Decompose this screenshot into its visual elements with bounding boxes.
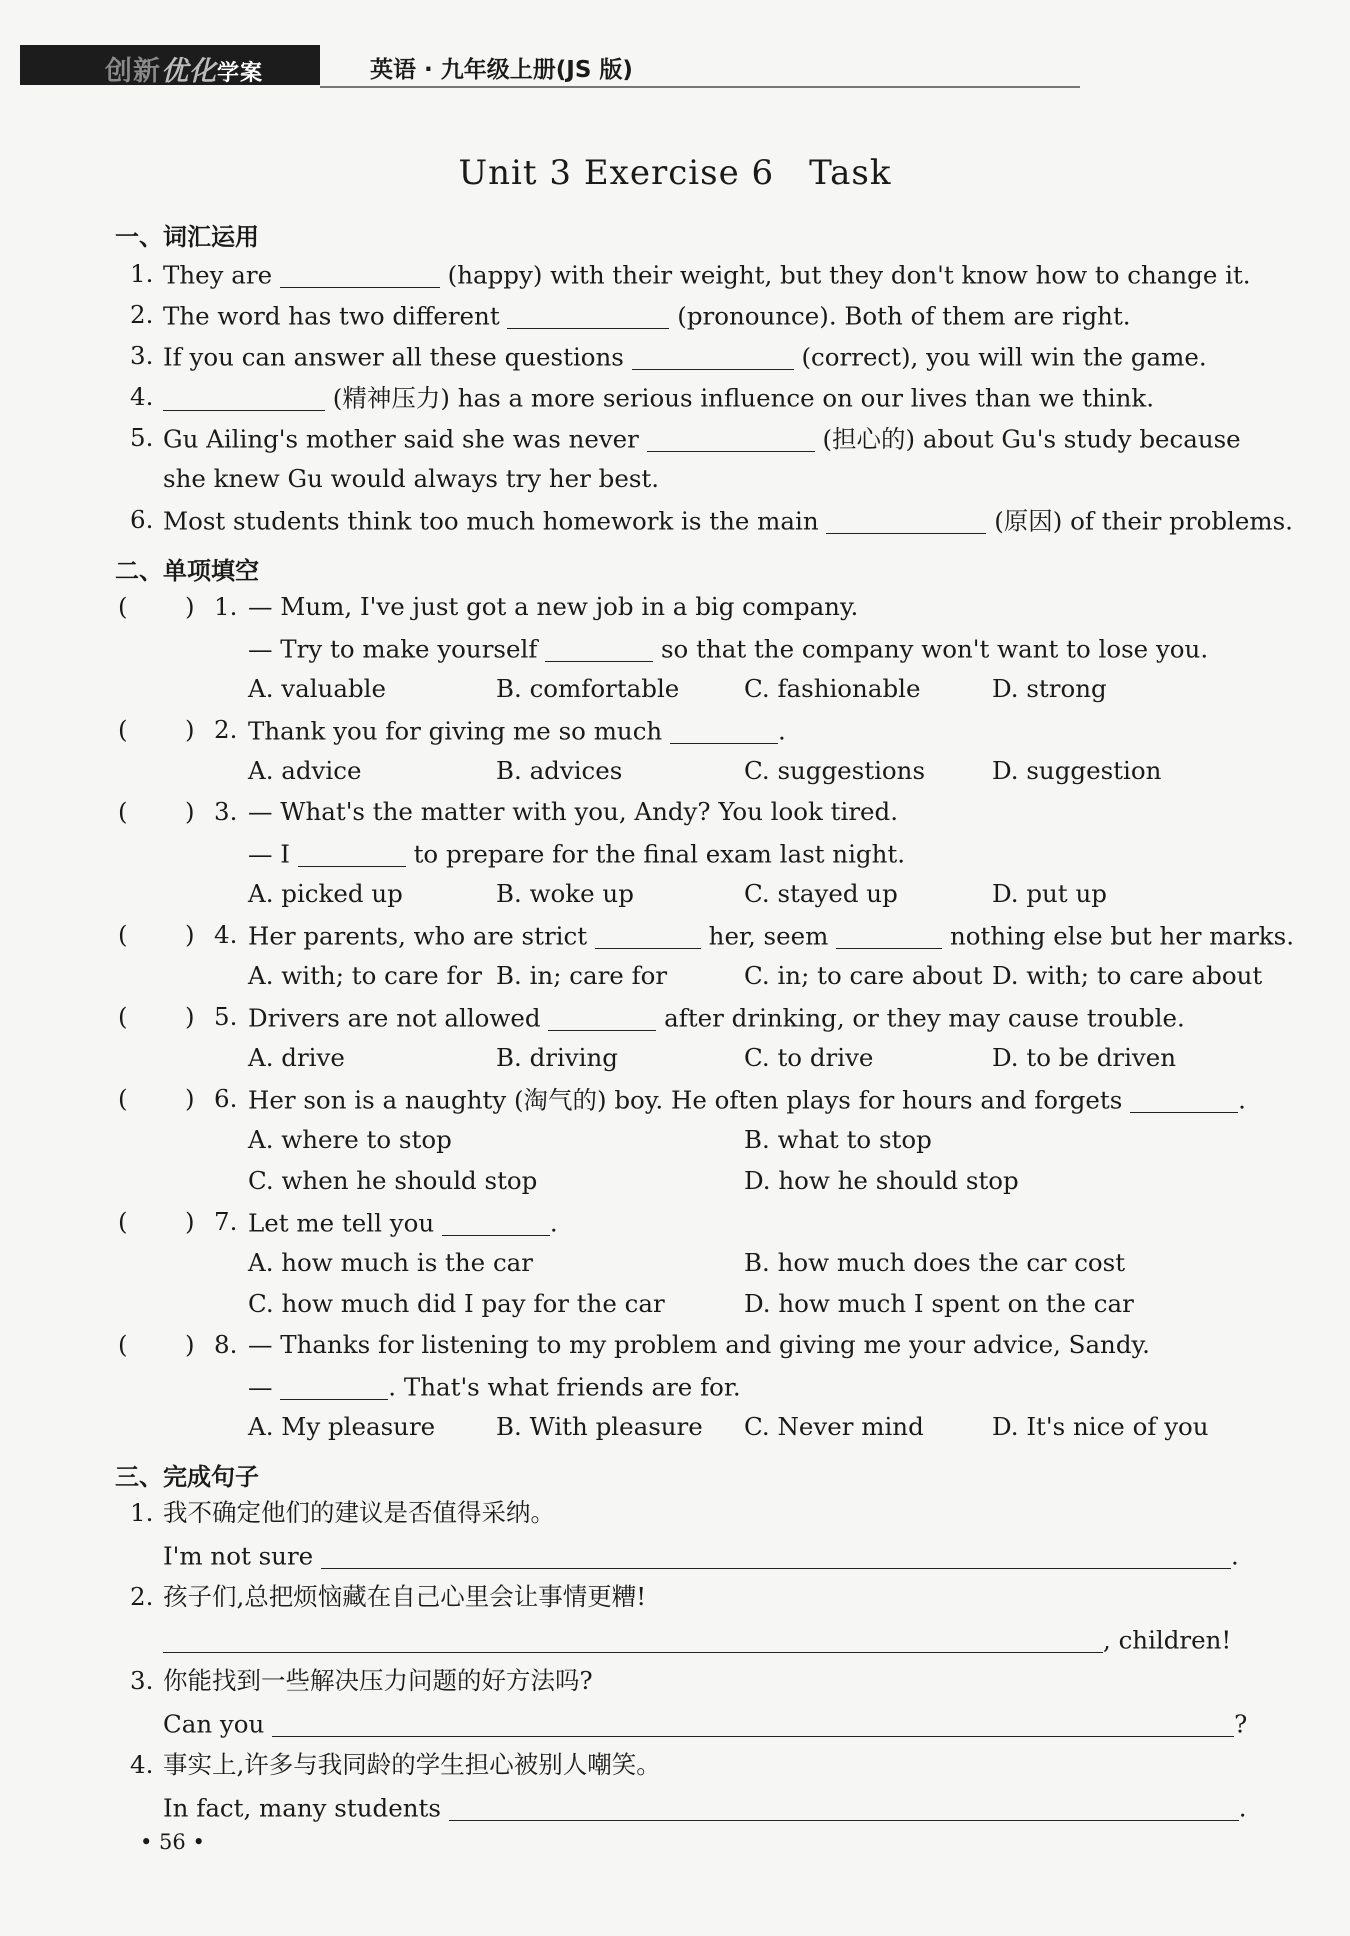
mc-1-line-2-a: — Try to make yourself bbox=[248, 634, 538, 664]
section-heading-vocabulary: 一、词汇运用 bbox=[115, 223, 259, 251]
vocab-6 bbox=[163, 508, 1293, 534]
mc-8-line-2-a: — bbox=[248, 1372, 273, 1402]
mc-2-option-c[interactable]: C. suggestions bbox=[744, 756, 926, 785]
mc-8-line-1: — Thanks for listening to my problem and giving me your advice, Sandy. bbox=[248, 1330, 1150, 1359]
vocab-2-text-b: (pronounce). Both of them are right. bbox=[677, 301, 1131, 331]
mc-4-number: 4. bbox=[214, 920, 238, 949]
answer-paren-close-3: ) bbox=[185, 797, 195, 826]
answer-paren-3[interactable]: ( bbox=[118, 797, 128, 826]
vocab-4-text-b: (精神压力) has a more serious influence on our lives than we think. bbox=[332, 383, 1155, 413]
mc-7-text-a: Let me tell you bbox=[248, 1208, 435, 1238]
sentence-4-prefix: In fact, many students bbox=[163, 1793, 441, 1823]
vocab-3 bbox=[163, 344, 1207, 370]
vocab-2-text-a: The word has two different bbox=[163, 301, 500, 331]
brand-part-1: 创新 bbox=[105, 56, 161, 87]
mc-6-option-b[interactable]: B. what to stop bbox=[744, 1125, 932, 1154]
vocab-3-blank[interactable] bbox=[632, 344, 794, 370]
mc-6-option-a[interactable]: A. where to stop bbox=[248, 1125, 452, 1154]
vocab-4-blank[interactable] bbox=[163, 385, 325, 411]
vocab-2-blank[interactable] bbox=[507, 303, 669, 329]
mc-4-text-c: nothing else but her marks. bbox=[949, 921, 1295, 951]
mc-8-blank[interactable] bbox=[280, 1374, 388, 1400]
mc-1-blank[interactable] bbox=[545, 636, 653, 662]
sentence-4-chinese: 事实上,许多与我同龄的学生担心被别人嘲笑。 bbox=[163, 1750, 661, 1779]
mc-3-line-2-a: — I bbox=[248, 839, 290, 869]
sentence-1-chinese: 我不确定他们的建议是否值得采纳。 bbox=[163, 1498, 555, 1527]
vocab-6-blank[interactable] bbox=[826, 508, 986, 534]
vocab-4-number: 4. bbox=[130, 382, 154, 411]
mc-3-line-2-b: to prepare for the final exam last night. bbox=[413, 839, 906, 869]
mc-4-line-1 bbox=[248, 923, 1294, 949]
sentence-1-prefix: I'm not sure bbox=[163, 1541, 314, 1571]
answer-paren-6[interactable]: ( bbox=[118, 1084, 128, 1113]
mc-6-blank[interactable] bbox=[1130, 1087, 1238, 1113]
mc-4-option-d[interactable]: D. with; to care about bbox=[992, 961, 1263, 990]
sentence-2-chinese: 孩子们,总把烦恼藏在自己心里会让事情更糟! bbox=[163, 1582, 647, 1611]
vocab-6-text-a: Most students think too much homework is the main bbox=[163, 506, 819, 536]
mc-5-option-c[interactable]: C. to drive bbox=[744, 1043, 874, 1072]
mc-7-blank[interactable] bbox=[442, 1210, 550, 1236]
mc-2-option-a[interactable]: A. advice bbox=[248, 756, 362, 785]
sentence-1-number: 1. bbox=[130, 1498, 154, 1527]
mc-8-option-a[interactable]: A. My pleasure bbox=[248, 1412, 436, 1441]
mc-4-option-b[interactable]: B. in; care for bbox=[496, 961, 668, 990]
vocab-3-number: 3. bbox=[130, 341, 154, 370]
mc-1-number: 1. bbox=[214, 592, 238, 621]
mc-3-line-1: — What's the matter with you, Andy? You look tired. bbox=[248, 797, 899, 826]
mc-8-option-b[interactable]: B. With pleasure bbox=[496, 1412, 703, 1441]
sentence-3-chinese: 你能找到一些解决压力问题的好方法吗? bbox=[163, 1666, 593, 1695]
vocab-1-blank[interactable] bbox=[280, 262, 440, 288]
mc-1-option-d[interactable]: D. strong bbox=[992, 674, 1107, 703]
mc-7-text-b: . bbox=[549, 1208, 558, 1238]
answer-paren-close-5: ) bbox=[185, 1002, 195, 1031]
mc-8-line-2 bbox=[248, 1374, 741, 1400]
vocab-5 bbox=[163, 426, 1241, 452]
brand-part-2: 优化 bbox=[161, 56, 217, 87]
mc-2-text-a: Thank you for giving me so much bbox=[248, 716, 663, 746]
mc-4-option-a[interactable]: A. with; to care for bbox=[248, 961, 482, 990]
mc-6-line-1 bbox=[248, 1087, 1246, 1113]
mc-8-number: 8. bbox=[214, 1330, 238, 1359]
mc-7-number: 7. bbox=[214, 1207, 238, 1236]
answer-paren-5[interactable]: ( bbox=[118, 1002, 128, 1031]
brand-part-3: 学案 bbox=[217, 61, 264, 86]
brand-logo bbox=[105, 49, 263, 88]
answer-paren-4[interactable]: ( bbox=[118, 920, 128, 949]
mc-6-number: 6. bbox=[214, 1084, 238, 1113]
section-heading-complete-sentences: 三、完成句子 bbox=[115, 1463, 259, 1491]
sentence-2-blank[interactable] bbox=[163, 1627, 1103, 1653]
answer-paren-8[interactable]: ( bbox=[118, 1330, 128, 1359]
answer-paren-7[interactable]: ( bbox=[118, 1207, 128, 1236]
mc-6-option-c[interactable]: C. when he should stop bbox=[248, 1166, 538, 1195]
mc-1-option-c[interactable]: C. fashionable bbox=[744, 674, 921, 703]
vocab-2 bbox=[163, 303, 1131, 329]
mc-2-line-1 bbox=[248, 718, 786, 744]
vocab-1-text-a: They are bbox=[163, 260, 273, 290]
mc-5-option-d[interactable]: D. to be driven bbox=[992, 1043, 1177, 1072]
sentence-1-blank[interactable] bbox=[321, 1543, 1231, 1569]
mc-4-text-a: Her parents, who are strict bbox=[248, 921, 588, 951]
mc-2-option-d[interactable]: D. suggestion bbox=[992, 756, 1162, 785]
mc-5-text-a: Drivers are not allowed bbox=[248, 1003, 541, 1033]
mc-5-number: 5. bbox=[214, 1002, 238, 1031]
sentence-1-suffix: . bbox=[1230, 1541, 1239, 1571]
answer-paren-close-4: ) bbox=[185, 920, 195, 949]
vocab-5-blank[interactable] bbox=[647, 426, 815, 452]
sentence-3-number: 3. bbox=[130, 1666, 154, 1695]
vocab-4 bbox=[163, 385, 1154, 411]
mc-3-blank[interactable] bbox=[298, 841, 406, 867]
vocab-6-number: 6. bbox=[130, 505, 154, 534]
mc-1-line-2-b: so that the company won't want to lose you. bbox=[660, 634, 1209, 664]
vocab-6-text-b: (原因) of their problems. bbox=[994, 506, 1293, 536]
mc-1-line-1: — Mum, I've just got a new job in a big company. bbox=[248, 592, 859, 621]
mc-5-option-b[interactable]: B. driving bbox=[496, 1043, 618, 1072]
vocab-1-number: 1. bbox=[130, 259, 154, 288]
vocab-5-number: 5. bbox=[130, 423, 154, 452]
mc-6-text-b: . bbox=[1238, 1085, 1246, 1115]
mc-2-blank[interactable] bbox=[670, 718, 778, 744]
answer-paren-close-1: ) bbox=[185, 592, 195, 621]
vocab-1-text-b: (happy) with their weight, but they don't know how to change it. bbox=[447, 260, 1251, 290]
sentence-3-english bbox=[163, 1711, 1247, 1737]
page-number: • 56 • bbox=[140, 1830, 205, 1854]
mc-6-text-a: Her son is a naughty (淘气的) boy. He often plays for hours and forgets bbox=[248, 1085, 1123, 1115]
answer-paren-close-8: ) bbox=[185, 1330, 195, 1359]
mc-3-option-a[interactable]: A. picked up bbox=[248, 879, 403, 908]
mc-8-option-c[interactable]: C. Never mind bbox=[744, 1412, 924, 1441]
mc-3-option-b[interactable]: B. woke up bbox=[496, 879, 634, 908]
mc-5-line-1 bbox=[248, 1005, 1185, 1031]
book-title: 英语 · 九年级上册(JS 版) bbox=[370, 57, 633, 83]
mc-4-text-b: her, seem bbox=[708, 921, 829, 951]
answer-paren-close-6: ) bbox=[185, 1084, 195, 1113]
sentence-3-blank[interactable] bbox=[272, 1711, 1234, 1737]
mc-3-option-d[interactable]: D. put up bbox=[992, 879, 1107, 908]
mc-2-text-b: . bbox=[778, 716, 786, 746]
mc-7-option-c[interactable]: C. how much did I pay for the car bbox=[248, 1289, 665, 1318]
sentence-4-suffix: . bbox=[1238, 1793, 1247, 1823]
mc-8-line-2-b: . That's what friends are for. bbox=[388, 1372, 741, 1402]
mc-6-option-d[interactable]: D. how he should stop bbox=[744, 1166, 1019, 1195]
mc-3-number: 3. bbox=[214, 797, 238, 826]
sentence-4-english bbox=[163, 1795, 1246, 1821]
vocab-3-text-a: If you can answer all these questions bbox=[163, 342, 624, 372]
sentence-4-number: 4. bbox=[130, 1750, 154, 1779]
mc-2-number: 2. bbox=[214, 715, 238, 744]
vocab-2-number: 2. bbox=[130, 300, 154, 329]
sentence-2-number: 2. bbox=[130, 1582, 154, 1611]
mc-5-text-b: after drinking, or they may cause trouble. bbox=[664, 1003, 1185, 1033]
answer-paren-1[interactable]: ( bbox=[118, 592, 128, 621]
mc-8-option-d[interactable]: D. It's nice of you bbox=[992, 1412, 1209, 1441]
mc-7-option-d[interactable]: D. how much I spent on the car bbox=[744, 1289, 1134, 1318]
answer-paren-close-7: ) bbox=[185, 1207, 195, 1236]
vocab-5-continued: she knew Gu would always try her best. bbox=[163, 464, 660, 493]
sentence-1-english bbox=[163, 1543, 1239, 1569]
sentence-2-suffix: , children! bbox=[1103, 1625, 1232, 1655]
answer-paren-2[interactable]: ( bbox=[118, 715, 128, 744]
mc-7-option-b[interactable]: B. how much does the car cost bbox=[744, 1248, 1126, 1277]
vocab-5-text-b: (担心的) about Gu's study because bbox=[822, 424, 1241, 454]
vocab-5-text-a: Gu Ailing's mother said she was never bbox=[163, 424, 639, 454]
section-heading-multiple-choice: 二、单项填空 bbox=[115, 557, 259, 585]
mc-3-line-2 bbox=[248, 841, 905, 867]
vocab-1 bbox=[163, 262, 1251, 288]
sentence-3-prefix: Can you bbox=[163, 1709, 265, 1739]
answer-paren-close-2: ) bbox=[185, 715, 195, 744]
mc-4-blank-1[interactable] bbox=[595, 923, 701, 949]
mc-1-option-b[interactable]: B. comfortable bbox=[496, 674, 680, 703]
mc-4-blank-2[interactable] bbox=[836, 923, 942, 949]
mc-2-option-b[interactable]: B. advices bbox=[496, 756, 623, 785]
sentence-2-english bbox=[163, 1627, 1231, 1653]
mc-7-option-a[interactable]: A. how much is the car bbox=[248, 1248, 534, 1277]
mc-1-line-2 bbox=[248, 636, 1208, 662]
mc-4-option-c[interactable]: C. in; to care about bbox=[744, 961, 983, 990]
mc-3-option-c[interactable]: C. stayed up bbox=[744, 879, 898, 908]
sentence-3-suffix: ? bbox=[1234, 1709, 1248, 1739]
mc-5-blank[interactable] bbox=[548, 1005, 656, 1031]
mc-5-option-a[interactable]: A. drive bbox=[248, 1043, 345, 1072]
vocab-3-text-b: (correct), you will win the game. bbox=[801, 342, 1207, 372]
mc-1-option-a[interactable]: A. valuable bbox=[248, 674, 386, 703]
header-rule bbox=[320, 86, 1080, 88]
mc-7-line-1 bbox=[248, 1210, 558, 1236]
sentence-4-blank[interactable] bbox=[449, 1795, 1239, 1821]
page-title: Unit 3 Exercise 6 Task bbox=[458, 153, 892, 193]
